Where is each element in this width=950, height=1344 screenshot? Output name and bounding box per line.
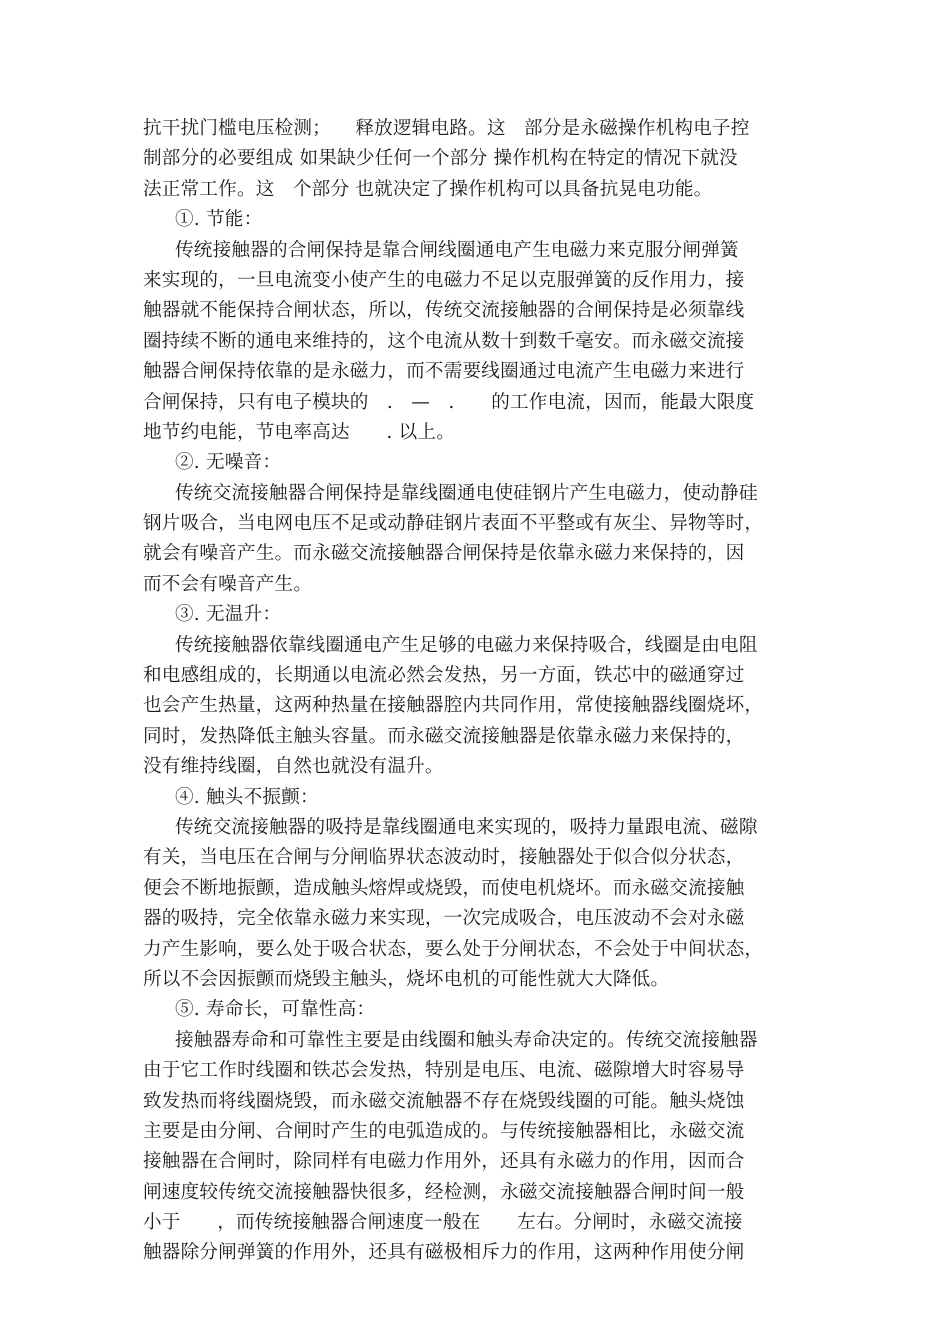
text-line: 闸速度较传统交流接触器快很多，经检测，永磁交流接触器合闸时间一般 [143, 1181, 745, 1203]
text-line: 抗干扰门槛电压检测； 释放逻辑电路。这 部分是永磁操作机构电子控 [143, 118, 750, 139]
text-line: 小于 ，而传统接触器合闸速度一般在 左右。分闸时，永磁交流接 [143, 1212, 743, 1234]
text-line: 由于它工作时线圈和铁芯会发热，特别是电压、电流、磁隙增大时容易导 [143, 1060, 745, 1082]
text-line: 接触器在合闸时，除同样有电磁力作用外，还具有永磁力的作用，因而合 [143, 1151, 745, 1173]
text-line: 触器合闸保持依靠的是永磁力，而不需要线圈通过电流产生电磁力来进行 [143, 361, 745, 383]
text-line: 力产生影响，要么处于吸合状态，要么处于分闸状态，不会处于中间状态， [143, 938, 764, 960]
text-line: 致发热而将线圈烧毁，而永磁交流触器不存在烧毁线圈的可能。触头烧蚀 [143, 1090, 745, 1112]
text-line: 来实现的，一旦电流变小使产生的电磁力不足以克服弹簧的反作用力，接 [143, 269, 745, 291]
text-line: ⑤. 寿命长，可靠性高： [175, 999, 376, 1021]
text-line: 法正常工作。这 个部分 也就决定了操作机构可以具备抗晃电功能。 [143, 178, 713, 200]
text-line: 和电感组成的，长期通以电流必然会发热，另一方面，铁芯中的磁通穿过 [143, 665, 745, 687]
text-line: 便会不断地振颤，造成触头熔焊或烧毁，而使电机烧坏。而永磁交流接触 [143, 877, 745, 899]
text-line: 也会产生热量，这两种热量在接触器腔内共同作用，常使接触器线圈烧坏， [143, 695, 764, 717]
text-line: 钢片吸合，当电网电压不足或动静硅钢片表面不平整或有灰尘、异物等时， [143, 513, 764, 535]
text-line: 没有维持线圈，自然也就没有温升。 [143, 756, 444, 778]
text-line: 而不会有噪音产生。 [143, 573, 313, 595]
text-line: 就会有噪音产生。而永磁交流接触器合闸保持是依靠永磁力来保持的，因 [143, 543, 745, 565]
text-line: 传统交流接触器合闸保持是靠线圈通电使硅钢片产生电磁力，使动静硅 [175, 482, 758, 504]
text-line: 制部分的必要组成 如果缺少任何一个部分 操作机构在特定的情况下就没 [143, 148, 738, 170]
text-line: ②. 无噪音： [175, 452, 282, 474]
document-body [143, 114, 808, 1269]
text-line: 传统接触器的合闸保持是靠合闸线圈通电产生电磁力来克服分闸弹簧 [175, 239, 739, 261]
text-line: 合闸保持，只有电子模块的 . — . 的工作电流，因而，能最大限度 [143, 391, 755, 413]
text-line: 传统交流接触器的吸持是靠线圈通电来实现的，吸持力量跟电流、磁隙 [175, 816, 758, 838]
text-line: 圈持续不断的通电来维持的，这个电流从数十到数千毫安。而永磁交流接 [143, 330, 745, 352]
text-line: 接触器寿命和可靠性主要是由线圈和触头寿命决定的。传统交流接触器 [175, 1029, 758, 1051]
text-line: 触器就不能保持合闸状态，所以，传统交流接触器的合闸保持是必须靠线 [143, 300, 745, 322]
text-line: 器的吸持，完全依靠永磁力来实现，一次完成吸合，电压波动不会对永磁 [143, 908, 745, 930]
text-line: 触器除分闸弹簧的作用外，还具有磁极相斥力的作用，这两种作用使分闸 [143, 1242, 745, 1264]
text-line: 主要是由分闸、合闸时产生的电弧造成的。与传统接触器相比，永磁交流 [143, 1120, 745, 1142]
text-line: ①. 节能： [175, 209, 263, 231]
text-line: ③. 无温升： [175, 604, 282, 626]
text-line: 有关，当电压在合闸与分闸临界状态波动时，接触器处于似合似分状态， [143, 847, 745, 869]
text-line: 同时，发热降低主触头容量。而永磁交流接触器是依靠永磁力来保持的， [143, 725, 745, 747]
text-line: 传统接触器依靠线圈通电产生足够的电磁力来保持吸合，线圈是由电阻 [175, 634, 758, 656]
text-line: 地节约电能，节电率高达 . 以上。 [143, 421, 455, 443]
text-line: 所以不会因振颤而烧毁主触头，烧坏电机的可能性就大大降低。 [143, 968, 670, 990]
text-line: ④. 触头不振颤： [175, 786, 319, 808]
